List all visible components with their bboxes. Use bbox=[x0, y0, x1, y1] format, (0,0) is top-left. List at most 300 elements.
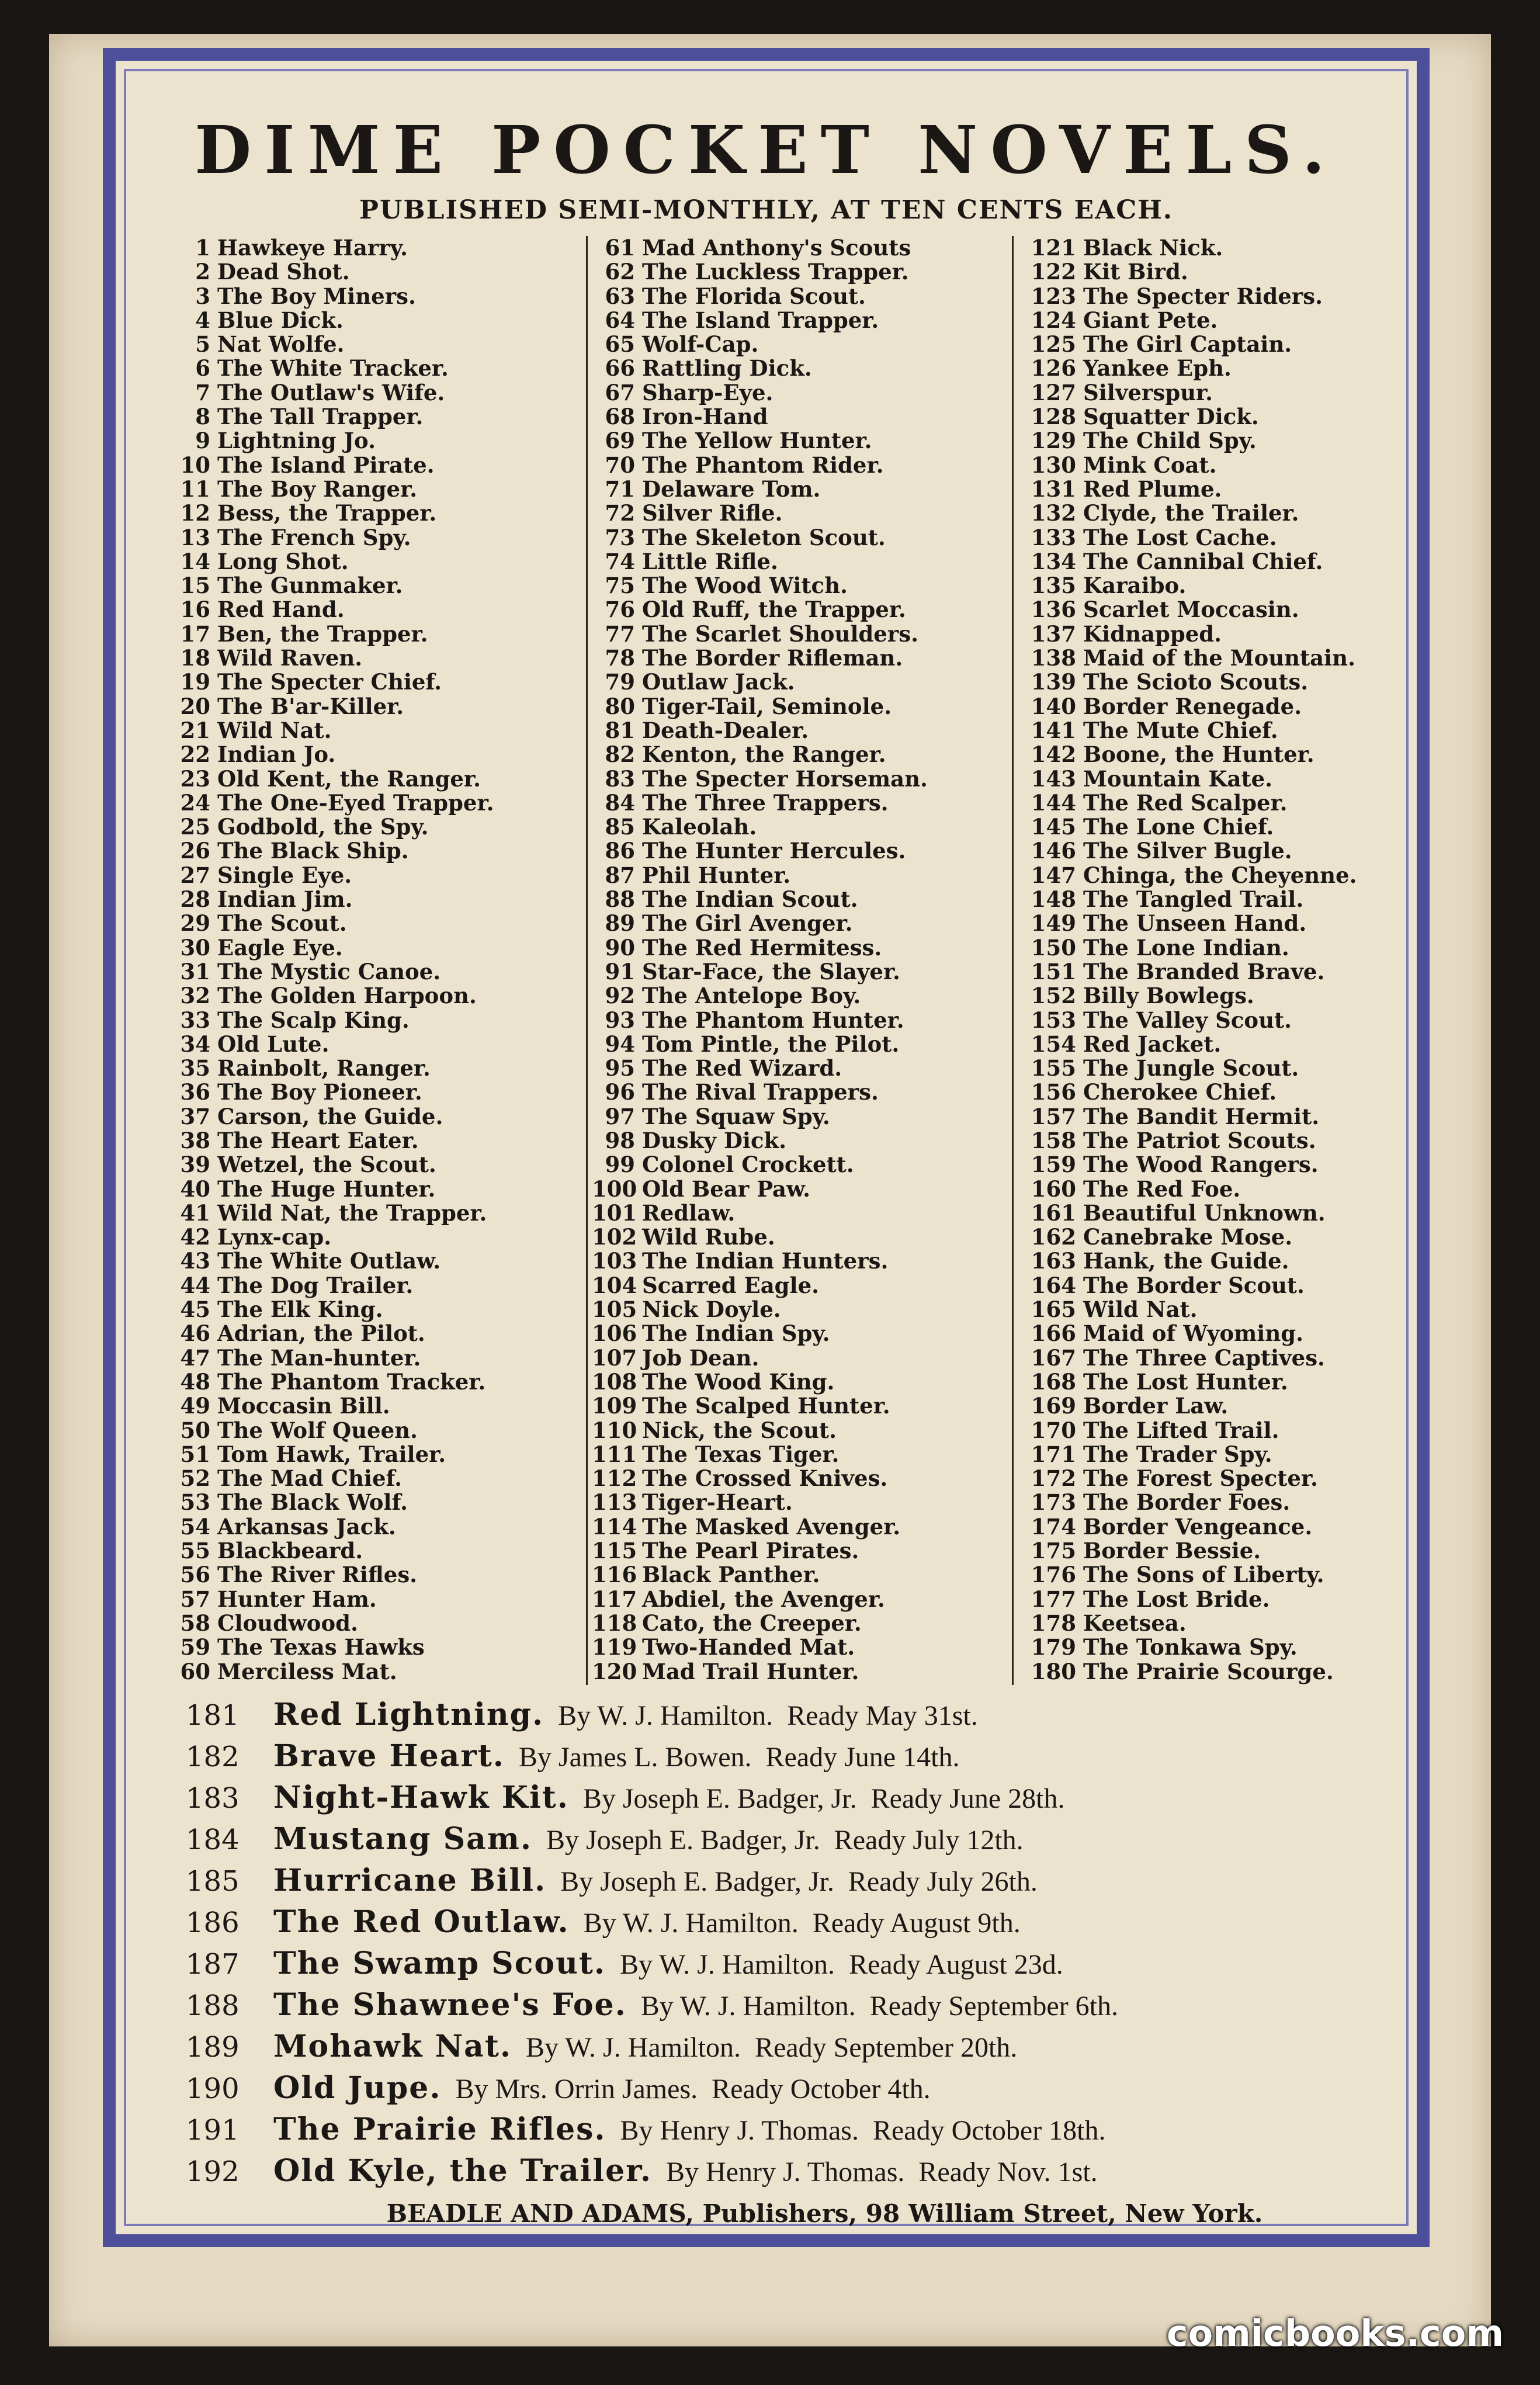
upcoming-author: By Joseph E. Badger, Jr. bbox=[560, 1866, 834, 1897]
list-item bbox=[592, 356, 1012, 380]
item-number: 87 bbox=[605, 862, 635, 888]
item-number: 64 bbox=[605, 307, 635, 333]
item-title: Maid of the Mountain. bbox=[1083, 645, 1355, 671]
item-number: 110 bbox=[592, 1417, 637, 1443]
list-item bbox=[592, 381, 1012, 405]
item-number: 66 bbox=[605, 355, 635, 382]
item-number: 140 bbox=[1031, 693, 1076, 719]
item-number: 16 bbox=[180, 597, 210, 623]
item-number: 115 bbox=[592, 1538, 637, 1564]
item-number: 47 bbox=[180, 1344, 210, 1371]
upcoming-release-date: Ready Nov. 1st. bbox=[918, 2157, 1098, 2188]
item-number: 173 bbox=[1031, 1489, 1076, 1516]
item-title: The Squaw Spy. bbox=[642, 1103, 830, 1129]
list-item bbox=[174, 598, 595, 622]
item-number: 67 bbox=[605, 379, 635, 405]
list-item bbox=[174, 1539, 595, 1563]
item-number: 147 bbox=[1031, 862, 1076, 888]
item-title: Nick Doyle. bbox=[642, 1297, 781, 1323]
item-title: Wild Raven. bbox=[217, 645, 363, 671]
list-item bbox=[174, 719, 595, 743]
item-title: Chinga, the Cheyenne. bbox=[1083, 862, 1357, 888]
list-item bbox=[1019, 598, 1440, 622]
upcoming-title: Old Jupe. bbox=[273, 2070, 442, 2106]
list-item bbox=[592, 405, 1012, 429]
item-number: 15 bbox=[180, 573, 210, 599]
item-number: 4 bbox=[195, 307, 210, 333]
item-number: 74 bbox=[605, 548, 635, 574]
item-number: 45 bbox=[180, 1297, 210, 1323]
item-number: 83 bbox=[605, 765, 635, 792]
item-number: 152 bbox=[1031, 983, 1076, 1009]
list-item bbox=[174, 236, 595, 260]
list-item bbox=[174, 550, 595, 574]
upcoming-item bbox=[186, 2067, 1413, 2109]
upcoming-number: 182 bbox=[186, 1741, 240, 1773]
list-item bbox=[592, 236, 1012, 260]
item-title: The Wood Rangers. bbox=[1083, 1152, 1319, 1178]
item-number: 164 bbox=[1031, 1272, 1076, 1298]
item-title: Red Plume. bbox=[1083, 476, 1222, 502]
item-title: The Florida Scout. bbox=[642, 283, 866, 309]
item-number: 178 bbox=[1031, 1610, 1076, 1636]
list-item bbox=[592, 1008, 1012, 1032]
item-title: The Indian Spy. bbox=[642, 1320, 830, 1347]
item-title: Little Rifle. bbox=[642, 548, 778, 574]
item-number: 69 bbox=[605, 428, 635, 454]
item-title: The Specter Horseman. bbox=[642, 765, 928, 792]
list-item bbox=[174, 646, 595, 670]
list-item bbox=[174, 1322, 595, 1346]
item-title: Wolf-Cap. bbox=[642, 331, 759, 358]
list-item bbox=[592, 1587, 1012, 1611]
item-title: The Border Foes. bbox=[1083, 1489, 1291, 1516]
item-number: 162 bbox=[1031, 1224, 1076, 1250]
list-item bbox=[174, 526, 595, 550]
catalog-page bbox=[49, 34, 1491, 2346]
upcoming-release-date: Ready July 26th. bbox=[848, 1866, 1038, 1897]
item-number: 131 bbox=[1031, 476, 1076, 502]
list-item bbox=[592, 1515, 1012, 1539]
list-item bbox=[1019, 1370, 1440, 1394]
list-item bbox=[1019, 719, 1440, 743]
item-number: 125 bbox=[1031, 331, 1076, 358]
item-number: 159 bbox=[1031, 1152, 1076, 1178]
item-title: Job Dean. bbox=[642, 1344, 759, 1371]
item-title: Squatter Dick. bbox=[1083, 404, 1259, 430]
item-title: The Specter Riders. bbox=[1083, 283, 1323, 309]
list-item bbox=[174, 1660, 595, 1684]
item-title: Old Kent, the Ranger. bbox=[217, 765, 481, 792]
upcoming-number: 183 bbox=[186, 1782, 240, 1815]
item-number: 143 bbox=[1031, 765, 1076, 792]
list-item bbox=[174, 1298, 595, 1322]
list-item bbox=[592, 1660, 1012, 1684]
list-item bbox=[1019, 1467, 1440, 1490]
list-item bbox=[174, 767, 595, 791]
item-number: 114 bbox=[592, 1513, 637, 1540]
item-title: Blackbeard. bbox=[217, 1538, 363, 1564]
item-title: Old Bear Paw. bbox=[642, 1176, 811, 1202]
item-title: The Child Spy. bbox=[1083, 428, 1257, 454]
list-item bbox=[174, 1177, 595, 1201]
list-item bbox=[592, 477, 1012, 501]
list-item bbox=[1019, 1201, 1440, 1225]
list-item bbox=[1019, 1587, 1440, 1611]
item-title: Boone, the Hunter. bbox=[1083, 741, 1314, 768]
list-item bbox=[1019, 670, 1440, 694]
item-number: 75 bbox=[605, 573, 635, 599]
upcoming-item bbox=[186, 1901, 1413, 1943]
list-item bbox=[1019, 1419, 1440, 1443]
item-title: The Forest Specter. bbox=[1083, 1465, 1318, 1492]
upcoming-release-date: Ready October 4th. bbox=[712, 2074, 931, 2105]
item-title: Eagle Eye. bbox=[217, 934, 343, 961]
item-title: The Phantom Tracker. bbox=[217, 1368, 486, 1395]
item-title: The Antelope Boy. bbox=[642, 983, 861, 1009]
list-item bbox=[174, 1274, 595, 1298]
item-title: Beautiful Unknown. bbox=[1083, 1200, 1326, 1226]
item-number: 78 bbox=[605, 645, 635, 671]
item-number: 123 bbox=[1031, 283, 1076, 309]
upcoming-titles-list bbox=[186, 1694, 1413, 2192]
item-title: Blue Dick. bbox=[217, 307, 344, 333]
item-number: 105 bbox=[592, 1297, 637, 1323]
item-title: The Masked Avenger. bbox=[642, 1513, 901, 1540]
item-number: 170 bbox=[1031, 1417, 1076, 1443]
list-item bbox=[1019, 574, 1440, 598]
item-title: The Phantom Rider. bbox=[642, 452, 884, 478]
list-item bbox=[1019, 864, 1440, 888]
item-number: 6 bbox=[195, 355, 210, 382]
item-title: The Gunmaker. bbox=[217, 573, 403, 599]
item-number: 148 bbox=[1031, 886, 1076, 913]
list-item bbox=[592, 285, 1012, 308]
item-title: The Hunter Hercules. bbox=[642, 838, 906, 864]
item-number: 25 bbox=[180, 814, 210, 840]
item-title: Border Bessie. bbox=[1083, 1538, 1261, 1564]
item-title: Rattling Dick. bbox=[642, 355, 812, 382]
list-item bbox=[592, 719, 1012, 743]
item-title: The Red Wizard. bbox=[642, 1055, 842, 1081]
item-number: 113 bbox=[592, 1489, 637, 1516]
item-number: 156 bbox=[1031, 1079, 1076, 1105]
item-number: 9 bbox=[195, 428, 210, 454]
list-item bbox=[592, 1611, 1012, 1635]
list-item bbox=[592, 1346, 1012, 1370]
item-title: The Heart Eater. bbox=[217, 1127, 419, 1153]
list-item bbox=[592, 1032, 1012, 1056]
item-title: The Girl Avenger. bbox=[642, 910, 853, 937]
list-item bbox=[174, 1249, 595, 1273]
list-item bbox=[174, 1008, 595, 1032]
item-number: 126 bbox=[1031, 355, 1076, 382]
item-title: The Three Captives. bbox=[1083, 1344, 1325, 1371]
list-item bbox=[174, 501, 595, 525]
item-number: 132 bbox=[1031, 500, 1076, 526]
item-title: Delaware Tom. bbox=[642, 476, 821, 502]
item-title: The Valley Scout. bbox=[1083, 1007, 1292, 1033]
list-item bbox=[1019, 381, 1440, 405]
item-title: The Wood Witch. bbox=[642, 573, 848, 599]
item-title: The Scalped Hunter. bbox=[642, 1393, 890, 1419]
item-title: The Three Trappers. bbox=[642, 789, 889, 816]
upcoming-title: Night-Hawk Kit. bbox=[273, 1780, 569, 1815]
list-item bbox=[1019, 1056, 1440, 1080]
list-item bbox=[1019, 1660, 1440, 1684]
item-number: 48 bbox=[180, 1368, 210, 1395]
item-title: Lightning Jo. bbox=[217, 428, 376, 454]
item-title: Phil Hunter. bbox=[642, 862, 791, 888]
item-title: The French Spy. bbox=[217, 524, 411, 550]
item-number: 50 bbox=[180, 1417, 210, 1443]
list-item bbox=[1019, 1008, 1440, 1032]
upcoming-item bbox=[186, 1860, 1413, 1901]
upcoming-item bbox=[186, 1943, 1413, 1984]
item-number: 20 bbox=[180, 693, 210, 719]
upcoming-author: By W. J. Hamilton. bbox=[558, 1700, 774, 1731]
item-title: Lynx-cap. bbox=[217, 1224, 332, 1250]
item-number: 116 bbox=[592, 1562, 637, 1588]
item-number: 146 bbox=[1031, 838, 1076, 864]
list-item bbox=[592, 936, 1012, 960]
item-number: 99 bbox=[605, 1152, 635, 1178]
item-number: 179 bbox=[1031, 1634, 1076, 1661]
item-title: The White Outlaw. bbox=[217, 1248, 441, 1274]
item-number: 12 bbox=[180, 500, 210, 526]
list-item bbox=[1019, 405, 1440, 429]
upcoming-release-date: Ready July 12th. bbox=[834, 1825, 1024, 1856]
item-title: The Tangled Trail. bbox=[1083, 886, 1304, 913]
list-item bbox=[174, 308, 595, 332]
list-item bbox=[592, 1056, 1012, 1080]
item-number: 100 bbox=[592, 1176, 637, 1202]
list-item bbox=[592, 1298, 1012, 1322]
list-item bbox=[174, 1056, 595, 1080]
item-title: The Bandit Hermit. bbox=[1083, 1103, 1320, 1129]
list-item bbox=[1019, 1249, 1440, 1273]
item-title: The Border Rifleman. bbox=[642, 645, 903, 671]
item-title: Indian Jim. bbox=[217, 886, 353, 913]
list-item bbox=[1019, 743, 1440, 767]
list-item bbox=[174, 1129, 595, 1153]
item-number: 145 bbox=[1031, 814, 1076, 840]
item-number: 130 bbox=[1031, 452, 1076, 478]
upcoming-author: By Joseph E. Badger, Jr. bbox=[582, 1783, 857, 1814]
item-title: Kenton, the Ranger. bbox=[642, 741, 886, 768]
item-title: The Sons of Liberty. bbox=[1083, 1562, 1324, 1588]
item-number: 104 bbox=[592, 1272, 637, 1298]
item-number: 44 bbox=[180, 1272, 210, 1298]
list-item bbox=[174, 1105, 595, 1129]
item-number: 46 bbox=[180, 1320, 210, 1347]
list-item bbox=[174, 622, 595, 646]
item-number: 169 bbox=[1031, 1393, 1076, 1419]
upcoming-release-date: Ready August 23d. bbox=[849, 1949, 1063, 1980]
item-title: Arkansas Jack. bbox=[217, 1513, 396, 1540]
item-title: The Tonkawa Spy. bbox=[1083, 1634, 1298, 1661]
item-title: The Luckless Trapper. bbox=[642, 259, 909, 285]
item-title: Billy Bowlegs. bbox=[1083, 983, 1254, 1009]
title-list-column-3 bbox=[1019, 236, 1440, 1684]
item-number: 36 bbox=[180, 1079, 210, 1105]
list-item bbox=[592, 743, 1012, 767]
list-item bbox=[592, 1153, 1012, 1177]
list-item bbox=[1019, 1515, 1440, 1539]
item-number: 119 bbox=[592, 1634, 637, 1661]
item-title: The Patriot Scouts. bbox=[1083, 1127, 1316, 1153]
item-title: The Red Hermitess. bbox=[642, 934, 882, 961]
list-item bbox=[174, 332, 595, 356]
item-number: 174 bbox=[1031, 1513, 1076, 1540]
item-number: 153 bbox=[1031, 1007, 1076, 1033]
item-title: Border Vengeance. bbox=[1083, 1513, 1313, 1540]
upcoming-author: By James L. Bowen. bbox=[518, 1742, 752, 1773]
item-title: Mink Coat. bbox=[1083, 452, 1217, 478]
list-item bbox=[592, 1467, 1012, 1490]
list-item bbox=[592, 574, 1012, 598]
item-title: Wild Nat, the Trapper. bbox=[217, 1200, 487, 1226]
item-title: The Scioto Scouts. bbox=[1083, 669, 1309, 695]
upcoming-title: Old Kyle, the Trailer. bbox=[273, 2153, 652, 2189]
item-number: 23 bbox=[180, 765, 210, 792]
item-number: 77 bbox=[605, 620, 635, 647]
item-title: Kaleolah. bbox=[642, 814, 757, 840]
item-title: Silverspur. bbox=[1083, 379, 1213, 405]
list-item bbox=[174, 1370, 595, 1394]
item-title: Karaibo. bbox=[1083, 573, 1187, 599]
item-number: 30 bbox=[180, 934, 210, 961]
list-item bbox=[174, 960, 595, 984]
item-number: 163 bbox=[1031, 1248, 1076, 1274]
list-item bbox=[174, 381, 595, 405]
upcoming-number: 181 bbox=[186, 1699, 240, 1732]
item-title: The One-Eyed Trapper. bbox=[217, 789, 494, 816]
item-number: 111 bbox=[592, 1441, 637, 1467]
item-number: 17 bbox=[180, 620, 210, 647]
upcoming-release-date: Ready October 18th. bbox=[872, 2115, 1106, 2146]
page-title: DIME POCKET NOVELS. bbox=[195, 112, 1338, 189]
item-number: 76 bbox=[605, 597, 635, 623]
item-number: 117 bbox=[592, 1586, 637, 1612]
item-title: Tom Pintle, the Pilot. bbox=[642, 1031, 900, 1057]
item-title: Border Law. bbox=[1083, 1393, 1229, 1419]
item-title: The Texas Hawks bbox=[217, 1634, 425, 1661]
upcoming-author: By W. J. Hamilton. bbox=[583, 1908, 799, 1939]
list-item bbox=[592, 1539, 1012, 1563]
list-item bbox=[1019, 429, 1440, 453]
item-title: Tom Hawk, Trailer. bbox=[217, 1441, 446, 1467]
item-title: Cato, the Creeper. bbox=[642, 1610, 862, 1636]
list-item bbox=[1019, 767, 1440, 791]
item-number: 165 bbox=[1031, 1297, 1076, 1323]
list-item bbox=[174, 695, 595, 719]
item-number: 93 bbox=[605, 1007, 635, 1033]
list-item bbox=[1019, 1032, 1440, 1056]
item-number: 3 bbox=[195, 283, 210, 309]
item-number: 98 bbox=[605, 1127, 635, 1153]
page-subtitle: PUBLISHED SEMI-MONTHLY, AT TEN CENTS EACH. bbox=[359, 195, 1174, 225]
upcoming-item bbox=[186, 1777, 1413, 1818]
list-item bbox=[1019, 622, 1440, 646]
item-number: 166 bbox=[1031, 1320, 1076, 1347]
item-title: The Black Wolf. bbox=[217, 1489, 408, 1516]
upcoming-number: 190 bbox=[186, 2072, 240, 2105]
item-title: The Red Scalper. bbox=[1083, 789, 1288, 816]
item-number: 65 bbox=[605, 331, 635, 358]
item-number: 157 bbox=[1031, 1103, 1076, 1129]
item-number: 122 bbox=[1031, 259, 1076, 285]
list-item bbox=[1019, 984, 1440, 1008]
item-number: 142 bbox=[1031, 741, 1076, 768]
list-item bbox=[1019, 1443, 1440, 1467]
list-item bbox=[592, 839, 1012, 863]
item-title: Hank, the Guide. bbox=[1083, 1248, 1289, 1274]
upcoming-release-date: Ready August 9th. bbox=[812, 1908, 1021, 1939]
item-number: 161 bbox=[1031, 1200, 1076, 1226]
list-item bbox=[1019, 477, 1440, 501]
list-item bbox=[1019, 1346, 1440, 1370]
list-item bbox=[1019, 1635, 1440, 1659]
item-number: 121 bbox=[1031, 235, 1076, 261]
item-number: 49 bbox=[180, 1393, 210, 1419]
list-item bbox=[592, 1129, 1012, 1153]
item-number: 10 bbox=[180, 452, 210, 478]
list-item bbox=[1019, 1080, 1440, 1104]
list-item bbox=[174, 1563, 595, 1587]
item-number: 53 bbox=[180, 1489, 210, 1516]
item-number: 8 bbox=[195, 404, 210, 430]
list-item bbox=[174, 453, 595, 477]
upcoming-title: Mustang Sam. bbox=[273, 1821, 532, 1857]
item-title: Redlaw. bbox=[642, 1200, 736, 1226]
item-title: Scarlet Moccasin. bbox=[1083, 597, 1299, 623]
upcoming-title: The Prairie Rifles. bbox=[273, 2112, 606, 2147]
list-item bbox=[592, 1370, 1012, 1394]
item-number: 102 bbox=[592, 1224, 637, 1250]
item-number: 68 bbox=[605, 404, 635, 430]
item-number: 13 bbox=[180, 524, 210, 550]
item-number: 149 bbox=[1031, 910, 1076, 937]
item-number: 85 bbox=[605, 814, 635, 840]
list-item bbox=[592, 1080, 1012, 1104]
item-number: 138 bbox=[1031, 645, 1076, 671]
list-item bbox=[592, 622, 1012, 646]
list-item bbox=[592, 791, 1012, 815]
upcoming-number: 189 bbox=[186, 2031, 240, 2064]
item-title: Clyde, the Trailer. bbox=[1083, 500, 1299, 526]
item-number: 92 bbox=[605, 983, 635, 1009]
upcoming-title: Mohawk Nat. bbox=[273, 2029, 512, 2064]
list-item bbox=[1019, 888, 1440, 911]
item-number: 61 bbox=[605, 235, 635, 261]
item-number: 109 bbox=[592, 1393, 637, 1419]
item-title: The Boy Pioneer. bbox=[217, 1079, 422, 1105]
item-number: 57 bbox=[180, 1586, 210, 1612]
item-number: 14 bbox=[180, 548, 210, 574]
item-number: 84 bbox=[605, 789, 635, 816]
list-item bbox=[592, 1563, 1012, 1587]
upcoming-number: 185 bbox=[186, 1865, 240, 1898]
item-number: 168 bbox=[1031, 1368, 1076, 1395]
item-title: Two-Handed Mat. bbox=[642, 1634, 855, 1661]
item-number: 7 bbox=[195, 379, 210, 405]
list-item bbox=[174, 1443, 595, 1467]
list-item bbox=[592, 429, 1012, 453]
item-title: The Pearl Pirates. bbox=[642, 1538, 859, 1564]
item-number: 108 bbox=[592, 1368, 637, 1395]
item-title: The Specter Chief. bbox=[217, 669, 442, 695]
